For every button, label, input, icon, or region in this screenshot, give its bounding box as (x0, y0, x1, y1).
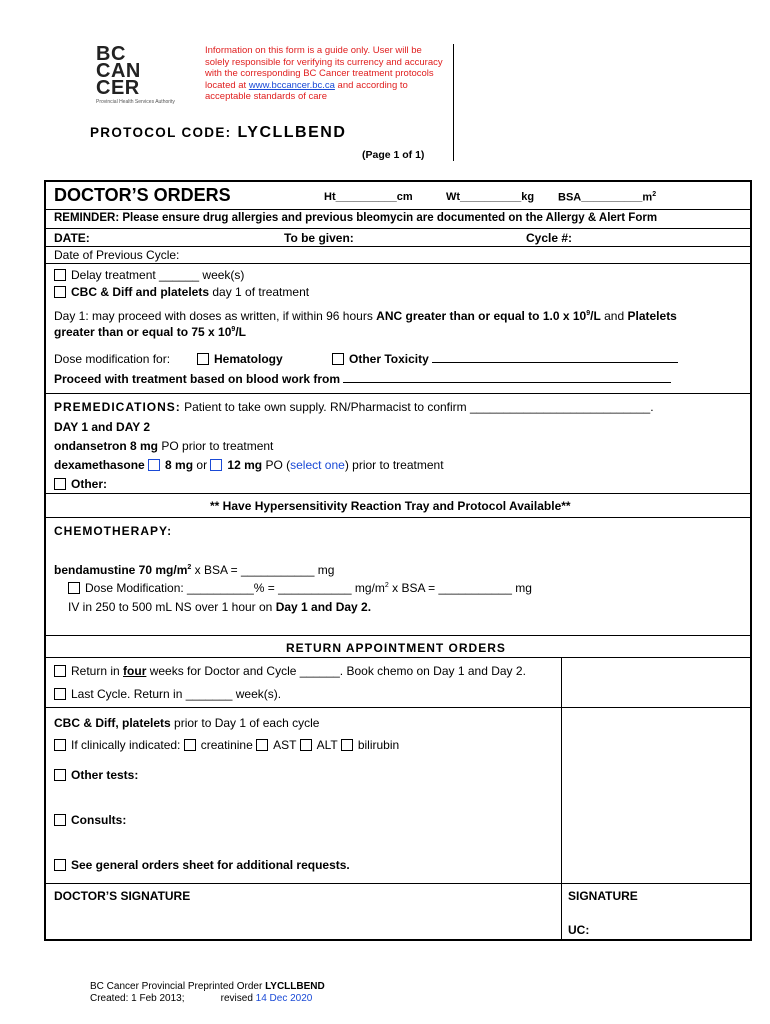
footer-line-2: Created: 1 Feb 2013; revised 14 Dec 2020 (90, 993, 313, 1004)
return-appointment-header (46, 636, 750, 658)
chemotherapy-label: CHEMOTHERAPY: (54, 524, 173, 538)
dexamethasone-order: dexamethasone 8 mg or 12 mg PO (select one) prior to treatment (54, 458, 444, 472)
chemotherapy-section (46, 518, 750, 636)
uc-label[interactable]: UC: (568, 923, 590, 937)
return-checkbox[interactable] (54, 665, 66, 677)
other-tests-option[interactable]: Other tests: (54, 768, 138, 782)
day1-criteria: Day 1: may proceed with doses as written, if within 96 hours ANC greater than or equal to 1.0 x $10^9/L$ and Platelets (54, 309, 677, 323)
hypersensitivity-note: ** Have Hypersensitivity Reaction Tray and Protocol Available** (210, 499, 571, 513)
delay-checkbox[interactable] (54, 269, 66, 281)
dose-modification-label: Dose modification for: (54, 352, 171, 366)
bccancer-link[interactable]: www.bccancer.bc.ca (248, 79, 335, 91)
chemo-dose-mod-checkbox[interactable] (68, 582, 80, 594)
delay-treatment-option[interactable]: Delay treatment ______ week(s) (54, 268, 244, 282)
height-field[interactable]: Ht__________cm (324, 191, 413, 203)
general-orders-checkbox[interactable] (54, 859, 66, 871)
other-toxicity-checkbox[interactable] (332, 353, 344, 365)
consults-checkbox[interactable] (54, 814, 66, 826)
bsa-field[interactable]: $BSA\_\_\_\_\_\_\_\_\_\_m^2$ (558, 191, 657, 204)
if-clinically-indicated[interactable]: If clinically indicated: creatinine AST ALT bilirubin (54, 738, 399, 752)
signature-label[interactable]: SIGNATURE (568, 889, 638, 903)
logo-line-1: BC (96, 43, 126, 65)
logo-tagline: Provincial Health Services Authority (96, 99, 175, 105)
right-column-divider (561, 658, 562, 941)
premed-other-option[interactable]: Other: (54, 477, 107, 491)
doctors-orders-form (44, 180, 752, 941)
premedications-section (46, 394, 750, 494)
return-options (46, 658, 750, 708)
return-four-weeks-option[interactable]: Return in four weeks for Doctor and Cycle ______. Book chemo on Day 1 and Day 2. (54, 664, 526, 678)
other-toxicity-option[interactable]: Other Toxicity (332, 352, 678, 366)
alt-checkbox[interactable] (300, 739, 312, 751)
cbc-checkbox[interactable] (54, 286, 66, 298)
bc-cancer-logo (96, 43, 196, 105)
hematology-option[interactable]: Hematology (197, 352, 283, 366)
blood-work-input[interactable] (343, 382, 671, 383)
cbc-cycle-order: CBC & Diff, platelets prior to Day 1 of each cycle (54, 716, 320, 730)
treatment-section (46, 264, 750, 394)
header-divider (453, 44, 454, 161)
header-row (46, 182, 750, 210)
reminder-row (46, 210, 750, 229)
footer-line-1: BC Cancer Provincial Preprinted Order LYCLLBEND (90, 981, 325, 992)
form-title: DOCTOR’S ORDERS (54, 185, 231, 205)
platelet-criteria: greater than or equal to 75 x $10^9/L$ (54, 325, 246, 339)
premed-other-checkbox[interactable] (54, 478, 66, 490)
protocol-code-label: PROTOCOL CODE: (90, 125, 232, 140)
weight-field[interactable]: Wt__________kg (446, 191, 535, 203)
last-cycle-checkbox[interactable] (54, 688, 66, 700)
proceed-label: Proceed with treatment based on blood work from (54, 372, 671, 386)
if-clinically-indicated-checkbox[interactable] (54, 739, 66, 751)
ast-checkbox[interactable] (256, 739, 268, 751)
iv-instructions: IV in 250 to 500 mL NS over 1 hour on Day 1 and Day 2. (68, 600, 372, 614)
premed-day: DAY 1 and DAY 2 (54, 420, 151, 434)
cbc-option[interactable]: CBC & Diff and platelets day 1 of treatment (54, 285, 309, 299)
disclaimer (205, 45, 445, 103)
labs-section (46, 708, 750, 884)
bendamustine-order: bendamustine 70 $mg/m^2$ x BSA = ___________ mg (54, 563, 335, 577)
other-tests-checkbox[interactable] (54, 769, 66, 781)
logo-line-2: CAN (96, 60, 141, 82)
protocol-code (90, 124, 346, 142)
date-label[interactable]: DATE: (54, 231, 90, 245)
chemo-dose-modification[interactable]: Dose Modification: __________% = ___________ $mg/m^2$ x BSA = ___________ mg (68, 581, 532, 595)
dex-12mg-checkbox[interactable] (210, 459, 222, 471)
footer (90, 981, 325, 1005)
reminder-text: REMINDER: Please ensure drug allergies and previous bleomycin are documented on the Allergy & Alert Form (54, 212, 658, 224)
to-be-given-label[interactable]: To be given: (284, 231, 354, 245)
premedications-header: PREMEDICATIONS: Patient to take own supply. RN/Pharmacist to confirm ___________________________. (54, 400, 654, 414)
bilirubin-checkbox[interactable] (341, 739, 353, 751)
page-number: (Page 1 of 1) (362, 149, 425, 161)
date-row (46, 229, 750, 247)
other-toxicity-input[interactable] (432, 362, 678, 363)
protocol-code-value: LYCLLBEND (237, 124, 347, 141)
consults-option[interactable]: Consults: (54, 813, 126, 827)
doctor-signature-label[interactable]: DOCTOR’S SIGNATURE (54, 889, 191, 903)
hypersensitivity-row (46, 494, 750, 518)
previous-cycle-row (46, 247, 750, 264)
dex-8mg-checkbox[interactable] (148, 459, 160, 471)
last-cycle-option[interactable]: Last Cycle. Return in _______ week(s). (54, 687, 281, 701)
ondansetron-order: ondansetron 8 mg PO prior to treatment (54, 439, 274, 453)
previous-cycle-label[interactable]: Date of Previous Cycle: (54, 248, 180, 262)
logo-line-3: CER (96, 77, 140, 99)
disclaimer-text: Information on this form is a guide only. User will be solely responsible for verifying its currency and accuracy with the corresponding BC Cancer treatment protocols located at (205, 45, 443, 91)
cycle-number-label[interactable]: Cycle #: (526, 231, 573, 245)
creatinine-checkbox[interactable] (184, 739, 196, 751)
signature-row (46, 884, 750, 941)
hematology-checkbox[interactable] (197, 353, 209, 365)
disclaimer-text-end: and according to acceptable standards of care (205, 79, 408, 102)
general-orders-option[interactable]: See general orders sheet for additional requests. (54, 858, 350, 872)
return-appointment-title: RETURN APPOINTMENT ORDERS (286, 641, 506, 655)
